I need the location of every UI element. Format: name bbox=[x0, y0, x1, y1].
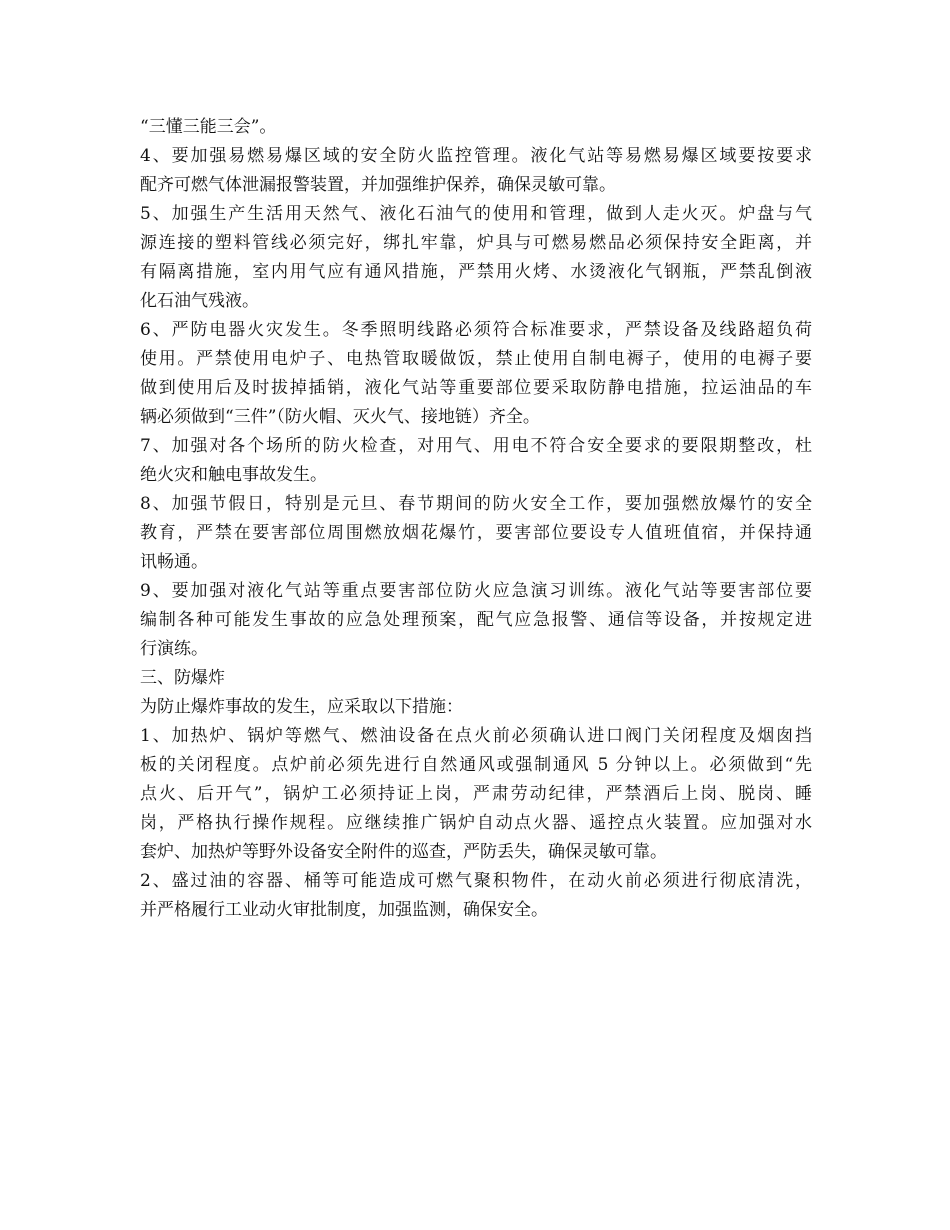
text-line: 8、加强节假日，特别是元旦、春节期间的防火安全工作，要加强燃放爆竹的安全 bbox=[140, 494, 812, 514]
text-line: 讯畅通。 bbox=[140, 552, 208, 572]
text-line: “三懂三能三会”。 bbox=[140, 117, 277, 137]
text-line: 1、加热炉、锅炉等燃气、燃油设备在点火前必须确认进口阀门关闭程度及烟囱挡 bbox=[140, 726, 812, 746]
text-line: 教育，严禁在要害部位周围燃放烟花爆竹，要害部位要设专人值班值宿，并保持通 bbox=[140, 523, 812, 543]
text-line: 化石油气残液。 bbox=[140, 291, 259, 311]
text-line: 配齐可燃气体泄漏报警装置，并加强维护保养，确保灵敏可靠。 bbox=[140, 175, 616, 195]
text-line: 绝火灾和触电事故发生。 bbox=[140, 465, 327, 485]
text-line: 2、盛过油的容器、桶等可能造成可燃气聚积物件，在动火前必须进行彻底清洗， bbox=[140, 871, 812, 891]
text-line: 使用。严禁使用电炉子、电热管取暖做饭，禁止使用自制电褥子，使用的电褥子要 bbox=[140, 349, 812, 369]
text-line: 做到使用后及时拔掉插销，液化气站等重要部位要采取防静电措施，拉运油品的车 bbox=[140, 378, 812, 398]
document-body bbox=[140, 113, 812, 925]
text-line: 9、要加强对液化气站等重点要害部位防火应急演习训练。液化气站等要害部位要 bbox=[140, 581, 812, 601]
text-line: 板的关闭程度。点炉前必须先进行自然通风或强制通风 5 分钟以上。必须做到“先 bbox=[140, 755, 812, 775]
text-line: 为防止爆炸事故的发生，应采取以下措施： bbox=[140, 697, 463, 717]
text-line: 并严格履行工业动火审批制度，加强监测，确保安全。 bbox=[140, 900, 548, 920]
text-line: 编制各种可能发生事故的应急处理预案，配气应急报警、通信等设备，并按规定进 bbox=[140, 610, 812, 630]
text-line: 点火、后开气”，锅炉工必须持证上岗，严肃劳动纪律，严禁酒后上岗、脱岗、睡 bbox=[140, 784, 812, 804]
text-line: 辆必须做到“三件”（防火帽、灭火气、接地链）齐全。 bbox=[140, 407, 540, 427]
section-heading: 三、防爆炸 bbox=[140, 668, 225, 688]
text-line: 4、要加强易燃易爆区域的安全防火监控管理。液化气站等易燃易爆区域要按要求 bbox=[140, 146, 812, 166]
text-line: 6、严防电器火灾发生。冬季照明线路必须符合标准要求，严禁设备及线路超负荷 bbox=[140, 320, 812, 340]
text-line: 7、加强对各个场所的防火检查，对用气、用电不符合安全要求的要限期整改，杜 bbox=[140, 436, 812, 456]
text-line: 套炉、加热炉等野外设备安全附件的巡查，严防丢失，确保灵敏可靠。 bbox=[140, 842, 667, 862]
text-line: 岗，严格执行操作规程。应继续推广锅炉自动点火器、遥控点火装置。应加强对水 bbox=[140, 813, 812, 833]
text-line: 行演练。 bbox=[140, 639, 208, 659]
text-line: 源连接的塑料管线必须完好，绑扎牢靠，炉具与可燃易燃品必须保持安全距离，并 bbox=[140, 233, 812, 253]
text-line: 5、加强生产生活用天然气、液化石油气的使用和管理，做到人走火灭。炉盘与气 bbox=[140, 204, 812, 224]
text-line: 有隔离措施，室内用气应有通风措施，严禁用火烤、水烫液化气钢瓶，严禁乱倒液 bbox=[140, 262, 812, 282]
